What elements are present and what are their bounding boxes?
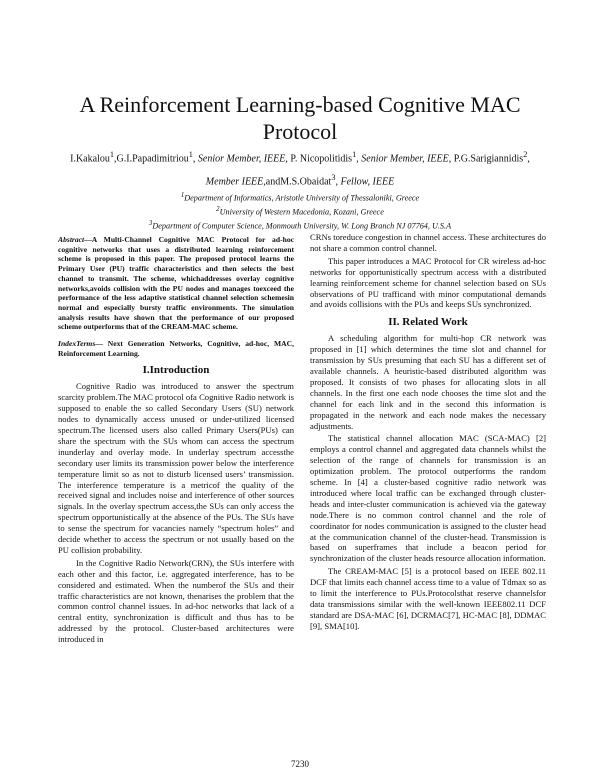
affil-marker: 3 [148,220,153,228]
abstract-text: —A Multi-Channel Cognitive MAC Protocol for ad-hoc cognitive networks that uses a distributed learning reinforcement scheme is proposed in this paper. The proposed protocol learns the Primary User (PU) traffic characteristics and then selects the best channel to transmit. The scheme, whichaddresses overlay cognitive networks,avoids collision with the PU nodes and manages toexceed the performance of the less adaptive statistical channel selection schemesin normal and especially bursty traffic environments. The simulation analysis results have shown that the performance of our proposed scheme outperforms that of the CREAM-MAC scheme. [58,235,294,332]
body-paragraph: The statistical channel allocation MAC (SCA-MAC) [2] employs a control channel and aggregated data channels whilst the selection of the range of channels for transmission is an optimization problem. The protocol outperforms the random scheme. In [4] a cluster-based cognitive radio network was introduced where local traffic can be exchanged through cluster-heads and inter-cluster communication is achieved via the gateway node.There is no common control channel and the role of coordinator for nodes communication is assigned to the cluster head at the communication channel of the cluster-head. Transmission is based on superframes that include a beacon period for synchronization of the cluster heads resource allocation information. [310,433,546,564]
paper-title: A Reinforcement Learning-based Cognitive MAC Protocol [79,91,521,144]
left-column [58,235,294,647]
affil-marker: 1 [109,150,115,159]
author-role: , Senior Member, IEEE, [356,153,452,165]
body-paragraph: The CREAM-MAC [5] is a protocol based on IEEE 802.11 DCF that limits each channel access time to a value of Tdmax so as to limit the interference to PUs.Protocolsthat reserve channelsfor data transmissions similar with the well-known IEEE802.11 DCF standard are DSA-MAC [6], DCRMAC[7], HC-MAC [8], DDMAC [9], SMA[10]. [310,566,546,631]
author-separator: , [527,153,530,165]
affil-marker: 1 [180,192,185,199]
affil-marker: 1 [352,150,357,159]
author-line-2 [48,168,552,191]
index-terms-text: — Next Generation Networks, Cognitive, ad-hoc, MAC, Reinforcement Learning. [58,339,294,358]
author-list [48,145,552,192]
affiliation-text: Department of Informatics, Aristotle University of Thessaloniki, Greece [184,193,420,203]
affiliation-3 [60,218,540,232]
author-role: Member IEEE, [205,176,266,188]
section-heading-introduction: I.Introduction [142,364,210,377]
abstract [58,235,294,332]
index-terms-label: IndexTerms [58,339,96,349]
abstract-label: Abstract [58,235,85,244]
body-paragraph: This paper introduces a MAC Protocol for CR wireless ad-hoc networks for opportunistically spectrum access with a distributed learning reinforcement scheme for channel selection based on SUs observations of PU trafficand with minor computational demands and avoids collisions with the PUs and keeps SUs synchronized. [310,255,546,310]
author-name: andM.S.Obaidat [265,176,332,188]
author-role: , Fellow, IEEE [335,176,395,188]
page-number: 7230 [291,759,309,769]
affiliations [60,190,540,233]
affiliation-1 [60,190,540,204]
right-column [310,232,546,634]
body-paragraph: In the Cognitive Radio Network(CRN), the SUs interfere with each other and this factor, i.e. aggregated interference, has to be considered and estimated. When the numberof the SUs and their traffic characteristics are not known, thenarises the problem that the common control channel issues. In ad-hoc networks that lack of a central entity, synchronization is difficult and thus has to be addressed by the protocol. Cluster-based architectures were introduced in [58,557,294,645]
affil-marker: 2 [523,150,528,159]
author-role: , Senior Member, IEEE, [192,153,288,165]
body-paragraph: A scheduling algorithm for multi-hop CR network was proposed in [1] which determines the time slot and channel for transmission by SUs presuming that each SU has a different set of available channels. A heuristic-based distributed algorithm was proposed. It consists of two phases for allocating slots in all channels. In the first one each node chooses the time slot and the channel for each link and in the second this information is propagated in the network and each node makes the necessary adjustments. [310,333,546,431]
author-name: P.G.Sarigiannidis [451,153,524,165]
affiliation-text: Department of Computer Science, Monmouth University, W. Long Branch NJ 07764, U.S.A [152,222,452,232]
author-name: ,G.I.Papadimitriou [114,153,189,165]
section-heading-related-work: II. Related Work [388,316,468,329]
author-name: I.Kakalou [70,153,110,165]
affil-marker: 2 [216,206,220,214]
body-paragraph: CRNs toreduce congestion in channel access. These architectures do not share a common control channel. [310,232,546,253]
affiliation-2 [60,204,540,218]
affiliation-text: University of Western Macedonia, Kozani, Greece [219,207,384,217]
index-terms [58,339,294,358]
affil-marker: 1 [188,150,193,159]
author-name: P. Nicopolitidis [287,153,353,165]
affil-marker: 3 [331,173,336,183]
body-paragraph: Cognitive Radio was introduced to answer the spectrum scarcity problem.The MAC protocol ofa Cognitive Radio network is supposed to enable the so called Secondary Users (SU) network nodes to dynamically access unused or under-utilized licensed spectrum.The licensed users also called Primary Users(PUs) can share the spectrum with the SUs whom can access the spectrum inunderlay and overlay mode. In underlay spectrum accessthe secondary user limits its transmission power below the interference temperature limit so as not to disturb licensed users’ transmission. The interference temperature is a metricof the quality of the received signal and includes noise and interference of other sources signals. In the overlay spectrum access,the SUs can only access the spectrum opportunistically at the absence of the PUs. The SUs have to sense the spectrum for vacancies namely “spectrum holes” and decide whether to access the spectrum or not usually based on the PU collision probability. [58,381,294,555]
author-line-1 [48,145,552,168]
